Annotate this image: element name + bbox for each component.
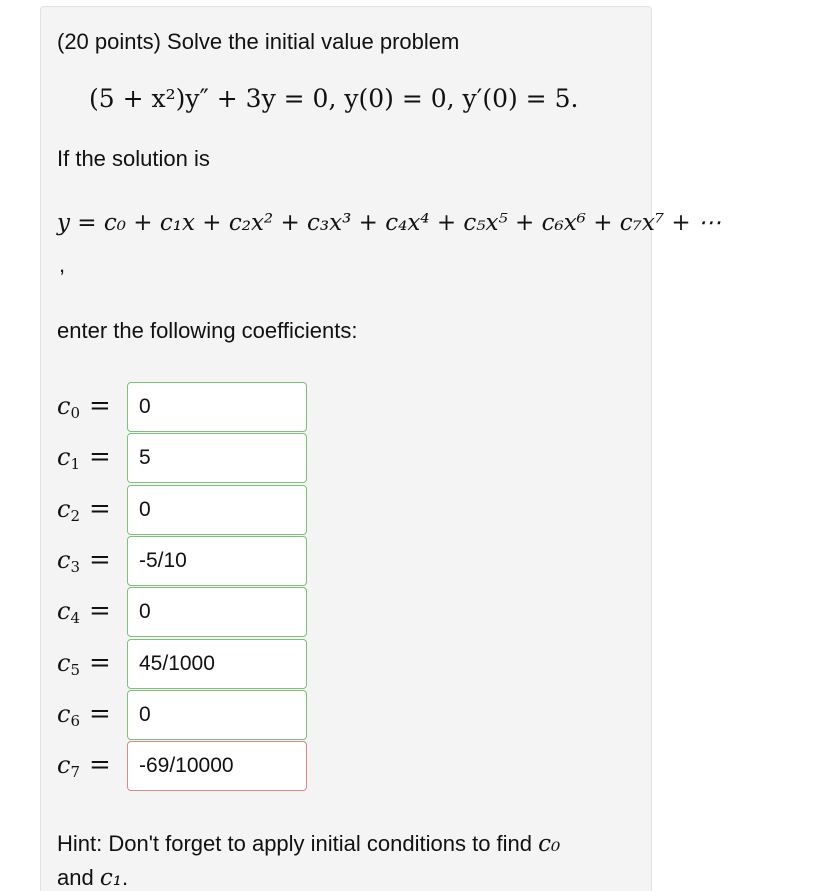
solution-intro: If the solution is — [57, 146, 210, 171]
instruction-text: enter the following coefficients: — [57, 318, 358, 343]
answer-input-c0[interactable] — [127, 382, 307, 432]
equals-sign: = — [89, 545, 111, 575]
hint-c0: c₀ — [538, 831, 561, 857]
coefficient-letter: c — [57, 392, 71, 420]
equals-sign: = — [89, 494, 111, 524]
coefficient-letter: c — [57, 751, 71, 779]
coefficient-index: 7 — [70, 763, 80, 781]
coefficient-label-c5 — [57, 649, 80, 679]
ode-equation: (5 + x²)y″ + 3y = 0, y(0) = 0, y′(0) = 5. — [89, 84, 579, 113]
coefficient-letter: c — [57, 495, 71, 523]
coefficient-letter: c — [57, 597, 71, 625]
coefficient-label-c3 — [57, 546, 80, 576]
answer-input-c7[interactable] — [127, 741, 307, 791]
problem-title: (20 points) Solve the initial value problem — [57, 29, 460, 54]
equals-sign: = — [89, 699, 111, 729]
hint-line1: Hint: Don't forget to apply initial conditions to find — [57, 831, 533, 856]
coefficient-index: 1 — [70, 455, 80, 473]
series-comma: , — [59, 252, 66, 277]
hint-text — [57, 831, 560, 857]
series-expansion: y = c₀ + c₁x + c₂x² + c₃x³ + c₄x⁴ + c₅x⁵ + c₆x⁶ + c₇x⁷ + ⋯ — [57, 210, 721, 236]
coefficient-letter: c — [57, 546, 71, 574]
coefficient-index: 5 — [70, 661, 80, 679]
coefficient-index: 6 — [70, 712, 80, 730]
answer-input-c2[interactable] — [127, 485, 307, 535]
coefficient-index: 0 — [70, 404, 80, 422]
answer-input-c4[interactable] — [127, 587, 307, 637]
hint-text-line2 — [57, 865, 128, 891]
coefficient-label-c4 — [57, 597, 80, 627]
hint-c1: c₁ — [99, 865, 122, 891]
coefficient-letter: c — [57, 443, 71, 471]
hint-line2: and — [57, 865, 94, 890]
coefficient-letter: c — [57, 700, 71, 728]
answer-input-c6[interactable] — [127, 690, 307, 740]
coefficient-index: 4 — [70, 609, 80, 627]
equals-sign: = — [89, 750, 111, 780]
equals-sign: = — [89, 596, 111, 626]
hint-period: . — [121, 865, 129, 890]
equals-sign: = — [89, 648, 111, 678]
coefficient-index: 2 — [70, 507, 80, 525]
answer-input-c1[interactable] — [127, 433, 307, 483]
coefficient-label-c2 — [57, 495, 80, 525]
coefficient-index: 3 — [70, 558, 80, 576]
answer-input-c3[interactable] — [127, 536, 307, 586]
coefficient-letter: c — [57, 649, 71, 677]
coefficient-label-c6 — [57, 700, 80, 730]
answer-input-c5[interactable] — [127, 639, 307, 689]
coefficient-label-c0 — [57, 392, 80, 422]
coefficient-label-c7 — [57, 751, 80, 781]
equals-sign: = — [89, 391, 111, 421]
coefficient-label-c1 — [57, 443, 80, 473]
equals-sign: = — [89, 442, 111, 472]
